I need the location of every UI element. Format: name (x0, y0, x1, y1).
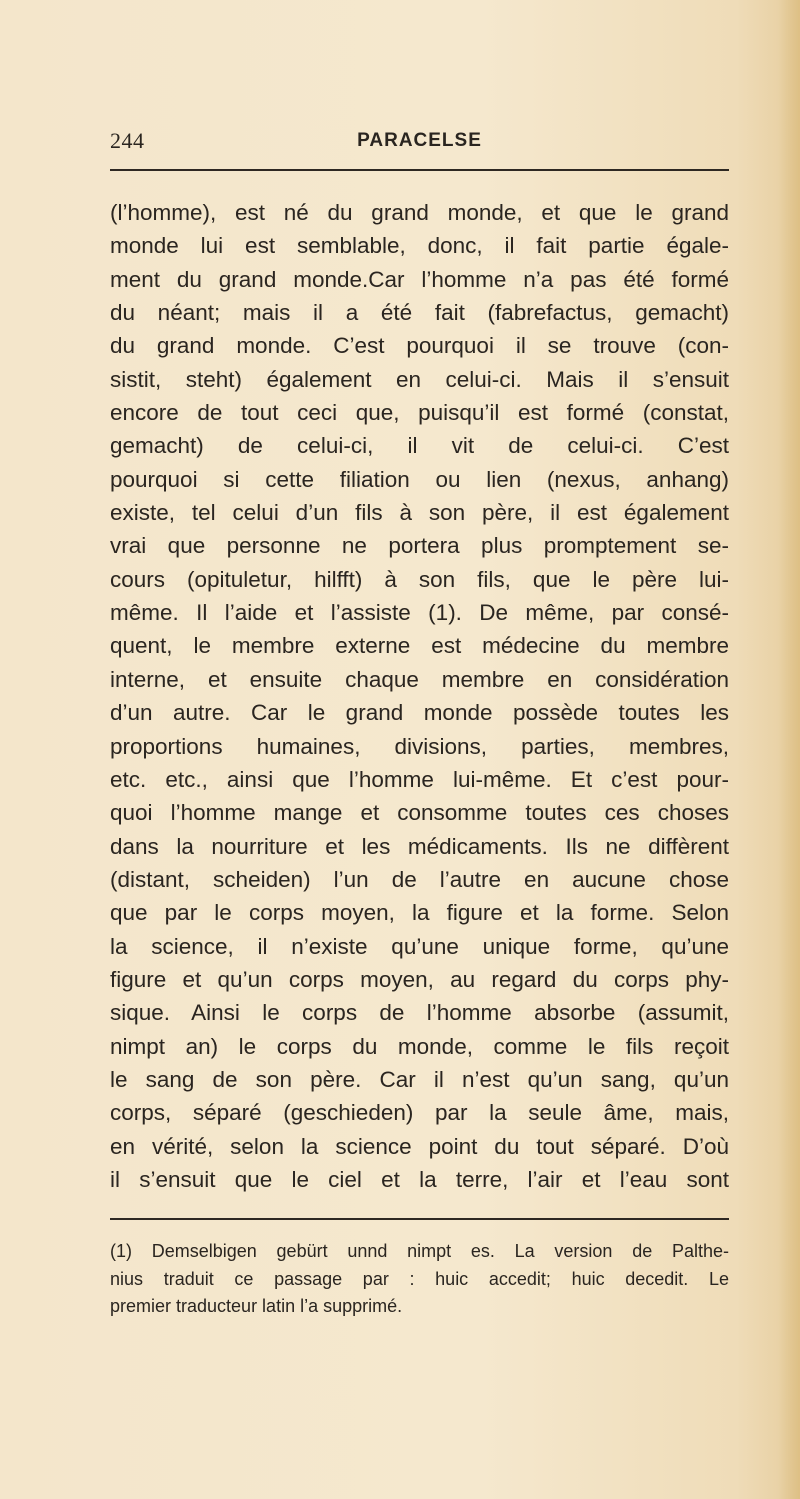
text-line: d’un autre. Car le grand monde possède toutes les (110, 700, 729, 726)
text-line: existe, tel celui d’un fils à son père, il est également (110, 500, 729, 526)
page-header (110, 128, 729, 164)
page-edge-shadow (778, 0, 800, 1499)
text-line: pourquoi si cette filiation ou lien (nexus, anhang) (110, 466, 729, 492)
text-line: nimpt an) le corps du monde, comme le fils reçoit (110, 1033, 729, 1059)
text-line: le sang de son père. Car il n’est qu’un sang, qu’un (110, 1066, 729, 1092)
text-line: quoi l’homme mange et consomme toutes ces choses (110, 800, 729, 826)
text-line: etc. etc., ainsi que l’homme lui-même. Et c’est pour- (110, 766, 729, 792)
text-line: il s’ensuit que le ciel et la terre, l’air et l’eau sont (110, 1166, 729, 1192)
text-line: du néant; mais il a été fait (fabrefactus, gemacht) (110, 300, 729, 326)
text-line: corps, séparé (geschieden) par la seule âme, mais, (110, 1100, 729, 1126)
page-number: 244 (110, 128, 145, 153)
text-line: sique. Ainsi le corps de l’homme absorbe (assumit, (110, 1000, 729, 1026)
footnote (110, 1238, 729, 1321)
text-line: quent, le membre externe est médecine du membre (110, 633, 729, 659)
text-line: proportions humaines, divisions, parties, membres, (110, 733, 729, 759)
text-line: interne, et ensuite chaque membre en considération (110, 666, 729, 692)
text-line: en vérité, selon la science point du tout séparé. D’où (110, 1133, 729, 1159)
running-title: PARACELSE (357, 130, 482, 151)
text-line: même. Il l’aide et l’assiste (1). De même, par consé- (110, 600, 729, 626)
text-line: ment du grand monde.Car l’homme n’a pas été formé (110, 266, 729, 292)
footnote-line: nius traduit ce passage par : huic accedit; huic decedit. Le (110, 1268, 729, 1289)
header-rule (110, 169, 729, 171)
text-line: que par le corps moyen, la figure et la forme. Selon (110, 900, 729, 926)
footnote-line: premier traducteur latin l’a supprimé. (110, 1296, 403, 1316)
text-line: (l’homme), est né du grand monde, et que le grand (110, 200, 729, 225)
text-line: sistit, steht) également en celui-ci. Mais il s’ensuit (110, 366, 729, 392)
text-line: cours (opituletur, hilfft) à son fils, que le père lui- (110, 566, 729, 592)
text-line: (distant, scheiden) l’un de l’autre en aucune chose (110, 866, 729, 892)
text-line: gemacht) de celui-ci, il vit de celui-ci. C’est (110, 433, 729, 459)
text-line: du grand monde. C’est pourquoi il se trouve (con- (110, 333, 729, 359)
text-line: vrai que personne ne portera plus promptement se- (110, 533, 729, 559)
footnote-rule (110, 1218, 729, 1220)
text-line: monde lui est semblable, donc, il fait partie égale- (110, 233, 729, 259)
text-line: encore de tout ceci que, puisqu’il est formé (constat, (110, 400, 729, 426)
text-line: dans la nourriture et les médicaments. Ils ne diffèrent (110, 833, 729, 859)
footnote-line: (1) Demselbigen gebürt unnd nimpt es. La version de Palthe- (110, 1241, 729, 1261)
main-text (110, 196, 729, 1196)
text-line: figure et qu’un corps moyen, au regard du corps phy- (110, 966, 729, 992)
text-line: la science, il n’existe qu’une unique forme, qu’une (110, 933, 729, 959)
